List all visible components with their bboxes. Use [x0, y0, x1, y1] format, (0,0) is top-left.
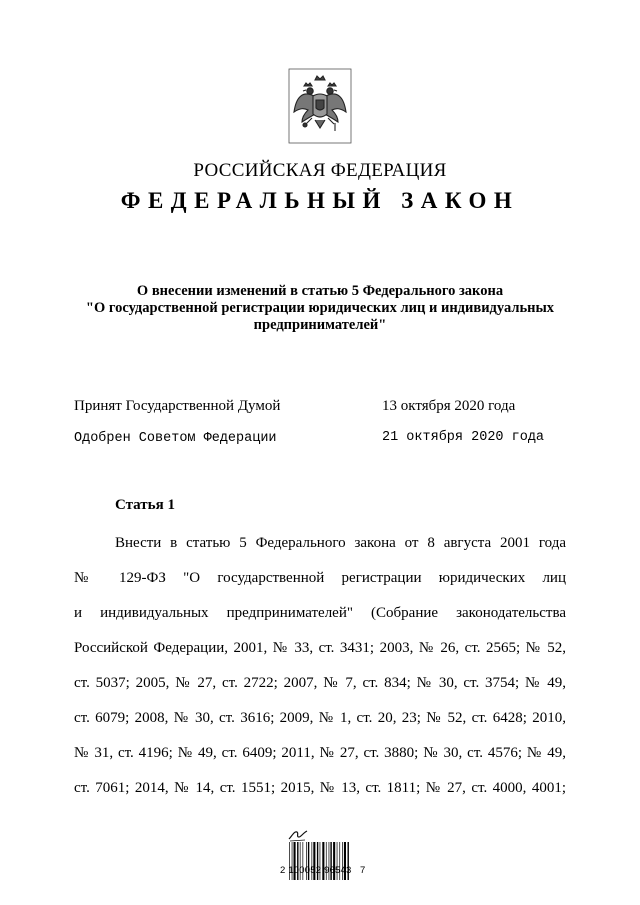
country-name: РОССИЙСКАЯ ФЕДЕРАЦИЯ	[193, 160, 447, 181]
handwritten-mark-icon	[288, 828, 308, 842]
article-text-line: ст. 7061; 2014, № 14, ст. 1551; 2015, № 13, ст. 1811; № 27, ст. 4000, 4001;	[74, 780, 566, 796]
approved-by-council-label: Одобрен Советом Федерации	[74, 431, 277, 446]
approved-by-council-date: 21 октября 2020 года	[382, 430, 545, 445]
adopted-by-duma-label: Принят Государственной Думой	[74, 398, 281, 414]
article-text-line: Российской Федерации, 2001, № 33, ст. 3431; 2003, № 26, ст. 2565; № 52,	[74, 640, 566, 656]
article-text-line: и индивидуальных предпринимателей" (Собрание законодательства	[74, 605, 566, 621]
barcode-number: 2 100052 96543 7	[280, 865, 366, 876]
article-heading: Статья 1	[115, 497, 175, 513]
law-title-line: О внесении изменений в статью 5 Федерального закона	[136, 283, 504, 299]
document-type: ФЕДЕРАЛЬНЫЙ ЗАКОН	[120, 188, 520, 213]
article-text-line: ст. 6079; 2008, № 30, ст. 3616; 2009, № 1, ст. 20, 23; № 52, ст. 6428; 2010,	[74, 710, 566, 726]
article-text-line: № 129-ФЗ "О государственной регистрации юридических лиц	[74, 570, 566, 586]
article-text-line: № 31, ст. 4196; № 49, ст. 6409; 2011, № 27, ст. 3880; № 30, ст. 4576; № 49,	[74, 745, 566, 761]
law-title	[60, 283, 580, 334]
article-text-line: Внести в статью 5 Федерального закона от 8 августа 2001 года	[115, 535, 566, 551]
law-title-line: предпринимателей"	[253, 317, 387, 333]
state-emblem-icon	[288, 68, 352, 144]
adopted-by-duma-date: 13 октября 2020 года	[382, 398, 516, 414]
law-title-line: "О государственной регистрации юридических лиц и индивидуальных	[85, 300, 555, 316]
article-text-line: ст. 5037; 2005, № 27, ст. 2722; 2007, № 7, ст. 834; № 30, ст. 3754; № 49,	[74, 675, 566, 691]
